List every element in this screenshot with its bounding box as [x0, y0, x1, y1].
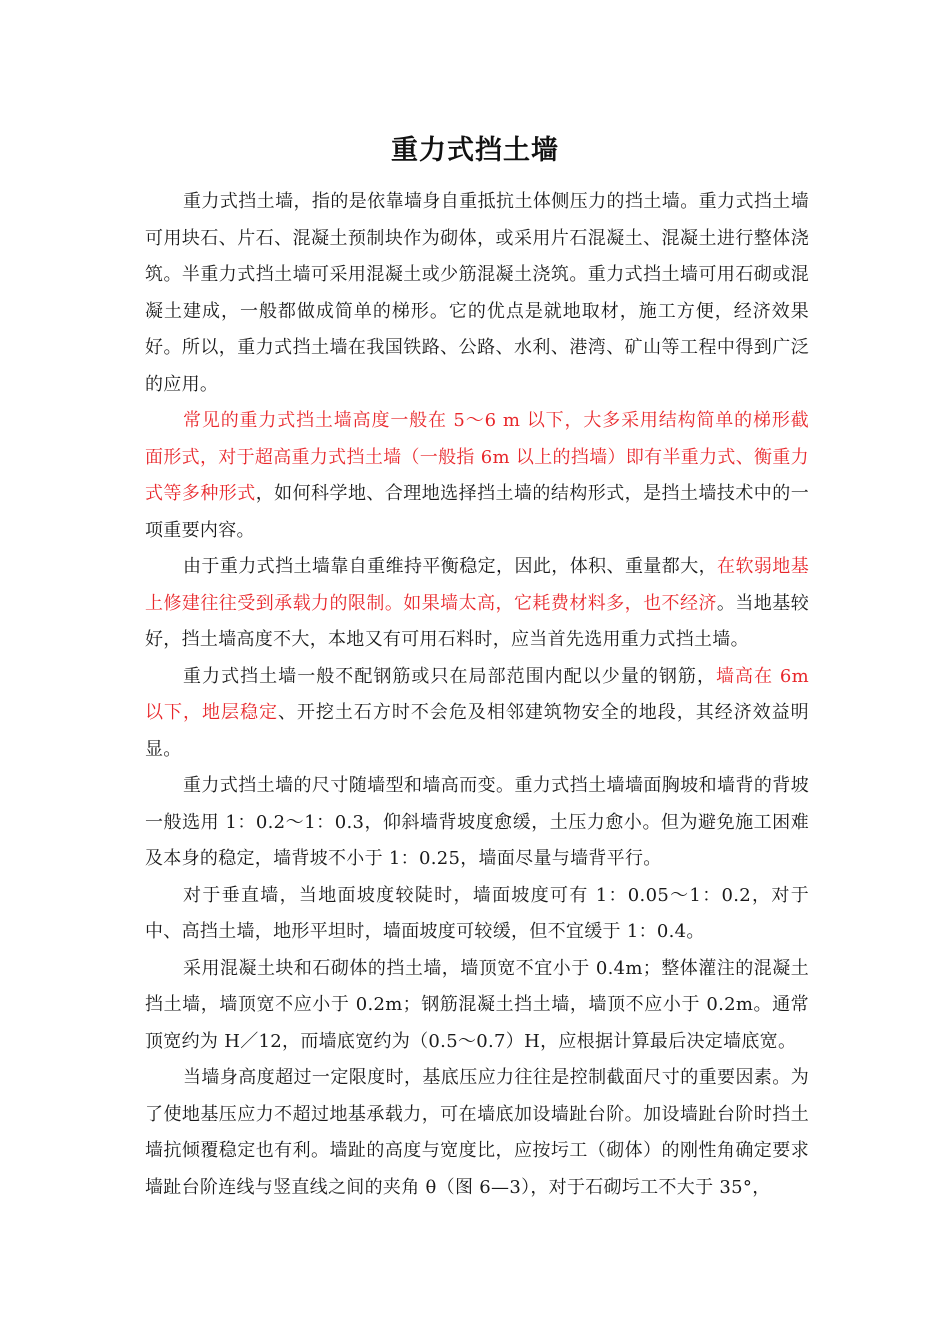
paragraph-text: ，如何科学地、合理地选择挡土墙的结构形式，是挡土墙技术中的一项重要内容。	[145, 483, 809, 541]
paragraph-text: 采用混凝土块和石砌体的挡土墙，墙顶宽不宜小于 0.4m；整体灌注的混凝土挡土墙，墙顶宽不应小于 0.2m；钢筋混凝土挡土墙，墙顶不应小于 0.2m。通常顶宽约为 H／12，而墙底宽约为（0.5～0.7）H，应根据计算最后决定墙底宽。	[145, 957, 809, 1052]
paragraph	[145, 1060, 809, 1206]
paragraph	[145, 951, 809, 1061]
paragraph-text: 、开挖土石方时不会危及相邻建筑物安全的地段，其经济效益明显。	[145, 702, 809, 760]
paragraph-text: 重力式挡土墙，指的是依靠墙身自重抵抗土体侧压力的挡土墙。重力式挡土墙可用块石、片石、混凝土预制块作为砌体，或采用片石混凝土、混凝土进行整体浇筑。半重力式挡土墙可采用混凝土或少筋混凝土浇筑。重力式挡土墙可用石砌或混凝土建成，一般都做成简单的梯形。它的优点是就地取材，施工方便，经济效果好。所以，重力式挡土墙在我国铁路、公路、水利、港湾、矿山等工程中得到广泛的应用。	[145, 191, 809, 395]
paragraph-text: 重力式挡土墙一般不配钢筋或只在局部范围内配以少量的钢筋，	[183, 665, 717, 687]
document-body	[145, 184, 809, 1206]
highlighted-text: 在软弱地基上修建往往受到承载力的限制。如果墙太高，它耗费材料多，也不经济	[145, 556, 810, 614]
highlighted-text: 常见的重力式挡土墙高度一般在 5～6 m 以下，大多采用结构简单的梯形截面形式，对于超高重力式挡土墙（一般指 6m 以上的挡墙）即有半重力式、衡重力式等多种形式	[145, 410, 809, 504]
highlighted-text: 墙高在 6m 以下，地层稳定	[145, 665, 810, 723]
paragraph-text: 当墙身高度超过一定限度时，基底压应力往往是控制截面尺寸的重要因素。为了使地基压应力不超过地基承载力，可在墙底加设墙趾台阶。加设墙趾台阶时挡土墙抗倾覆稳定也有利。墙趾的高度与宽度比，应按圬工（砌体）的刚性角确定要求墙趾台阶连线与竖直线之间的夹角 θ（图 6—3），对于石砌圬工不大于 35°，	[145, 1067, 809, 1198]
paragraph	[145, 549, 809, 659]
paragraph	[145, 659, 809, 769]
paragraph	[145, 878, 809, 951]
paragraph	[145, 403, 809, 549]
paragraph-text: 。当地基较好，挡土墙高度不大，本地又有可用石料时，应当首先选用重力式挡土墙。	[145, 592, 810, 650]
paragraph	[145, 184, 809, 403]
paragraph-text: 对于垂直墙，当地面坡度较陡时，墙面坡度可有 1：0.05～1：0.2，对于中、高挡土墙，地形平坦时，墙面坡度可较缓，但不宜缓于 1：0.4。	[145, 884, 809, 942]
paragraph	[145, 768, 809, 878]
paragraph-text: 重力式挡土墙的尺寸随墙型和墙高而变。重力式挡土墙墙面胸坡和墙背的背坡一般选用 1：0.2～1：0.3，仰斜墙背坡度愈缓，土压力愈小。但为避免施工困难及本身的稳定，墙背坡不小于 1：0.25，墙面尽量与墙背平行。	[145, 775, 809, 869]
paragraph-text: 由于重力式挡土墙靠自重维持平衡稳定，因此，体积、重量都大，	[183, 556, 718, 577]
page-title: 重力式挡土墙	[391, 135, 559, 166]
